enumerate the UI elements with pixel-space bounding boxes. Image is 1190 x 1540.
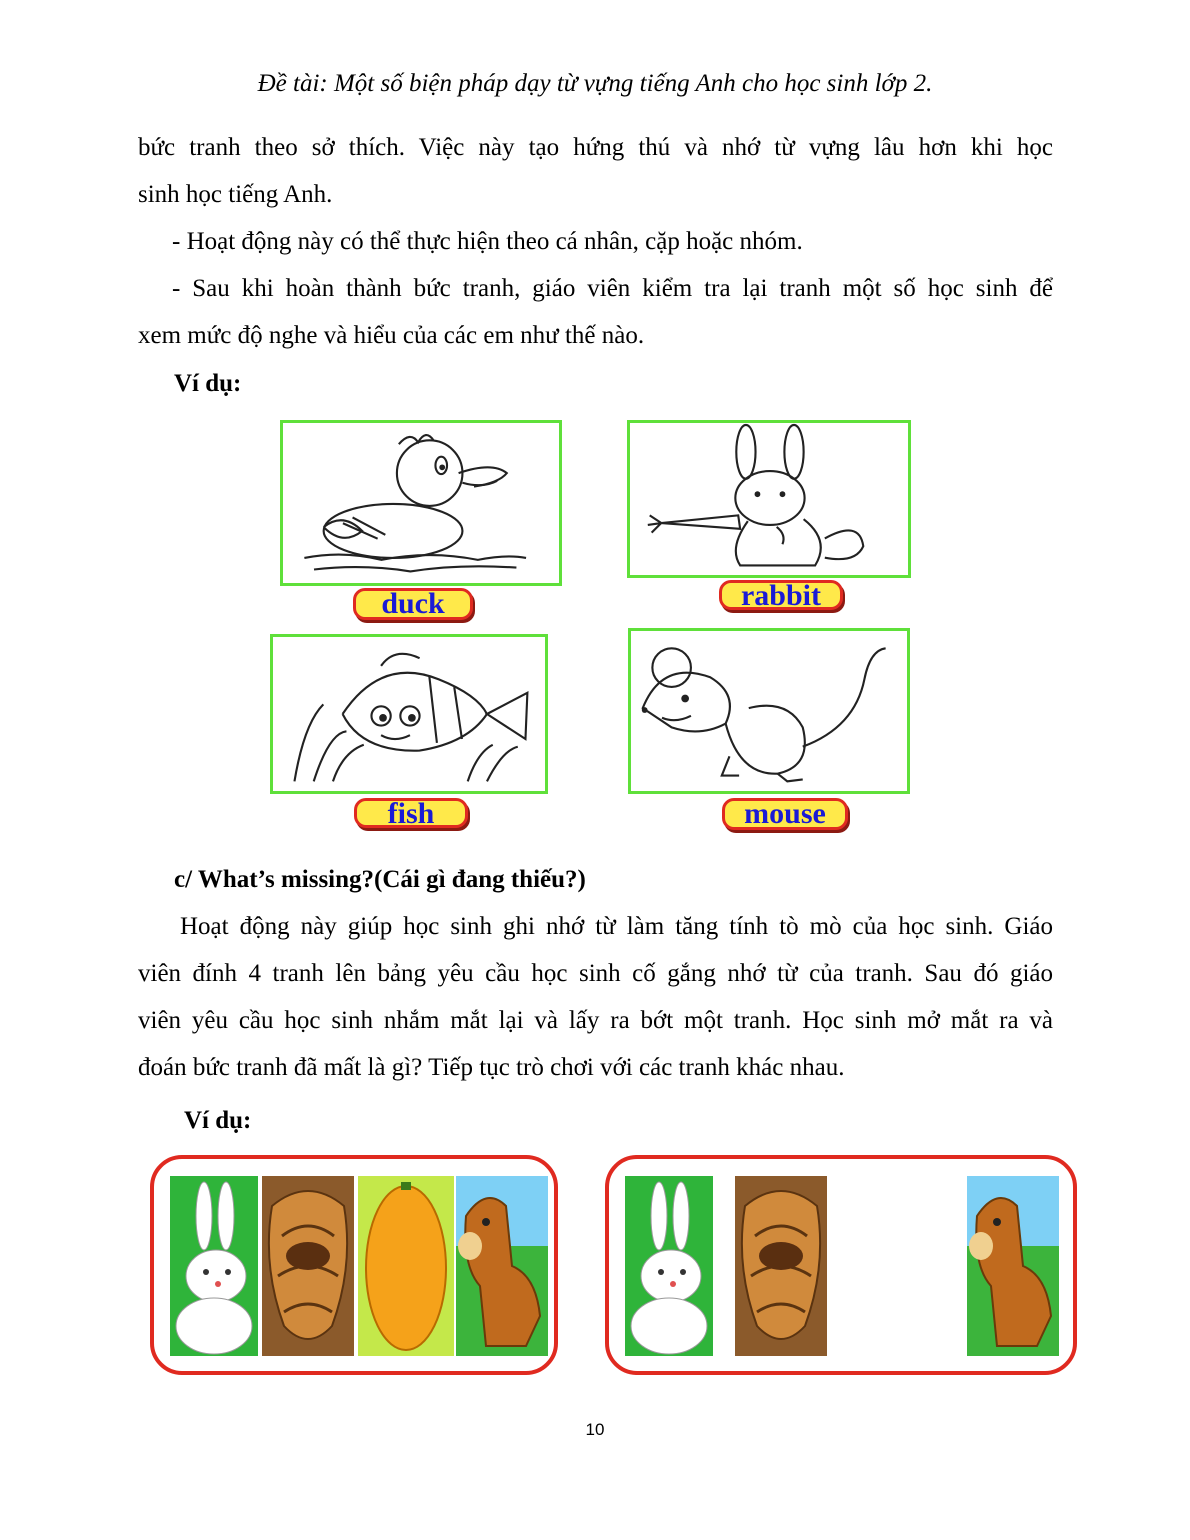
orange-picture <box>358 1176 454 1356</box>
body-line-1: Hoạt động này giúp học sinh ghi nhớ từ làm tăng tính tò mò của học sinh. Giáo <box>180 913 1053 940</box>
paragraph-1-line-1: bức tranh theo sở thích. Việc này tạo hứng thú và nhớ từ vựng lâu hơn khi học <box>138 134 1053 161</box>
rabbit-picture <box>170 1176 258 1356</box>
example-label-2: Ví dụ: <box>184 1107 252 1134</box>
horse-picture <box>965 1176 1061 1356</box>
page-number: 10 <box>585 1420 605 1439</box>
body-line-4: đoán bức tranh đã mất là gì? Tiếp tục trò chơi với các tranh khác nhau. <box>138 1054 845 1081</box>
section-heading: c/ What’s missing?(Cái gì đang thiếu?) <box>174 866 586 893</box>
fish-card <box>270 634 548 794</box>
rabbit-picture <box>625 1176 713 1356</box>
example-label-1: Ví dụ: <box>174 370 242 397</box>
body-line-2: viên đính 4 tranh lên bảng yêu cầu học sinh cố gắng nhớ từ của tranh. Sau đó giáo <box>138 960 1053 987</box>
page-header: Đề tài: Một số biện pháp dạy từ vựng tiếng Anh cho học sinh lớp 2. <box>257 70 933 97</box>
paragraph-2: - Hoạt động này có thể thực hiện theo cá nhân, cặp hoặc nhóm. <box>172 228 803 255</box>
word-label-mouse: mouse <box>722 798 848 830</box>
missing-slot <box>843 1176 963 1356</box>
rabbit-card <box>627 420 911 578</box>
mouse-card <box>628 628 910 794</box>
fish-icon <box>273 637 545 791</box>
paragraph-3-line-1: - Sau khi hoàn thành bức tranh, giáo viên kiểm tra lại tranh một số học sinh để <box>172 275 1053 302</box>
nest-picture <box>262 1176 354 1356</box>
picture-strip-after <box>605 1155 1077 1375</box>
duck-icon <box>283 423 559 583</box>
body-line-3: viên yêu cầu học sinh nhắm mắt lại và lấy ra bớt một tranh. Học sinh mở mắt ra và <box>138 1007 1053 1034</box>
picture-strip-before <box>150 1155 558 1375</box>
paragraph-1-line-2: sinh học tiếng Anh. <box>138 181 333 208</box>
nest-picture <box>733 1176 829 1356</box>
word-label-fish: fish <box>354 798 468 828</box>
mouse-icon <box>631 631 907 791</box>
horse-picture <box>456 1176 548 1356</box>
word-label-rabbit: rabbit <box>719 580 843 610</box>
duck-card <box>280 420 562 586</box>
rabbit-icon <box>630 423 908 575</box>
word-label-duck: duck <box>353 588 473 620</box>
paragraph-3-line-2: xem mức độ nghe và hiểu của các em như thế nào. <box>138 322 645 349</box>
